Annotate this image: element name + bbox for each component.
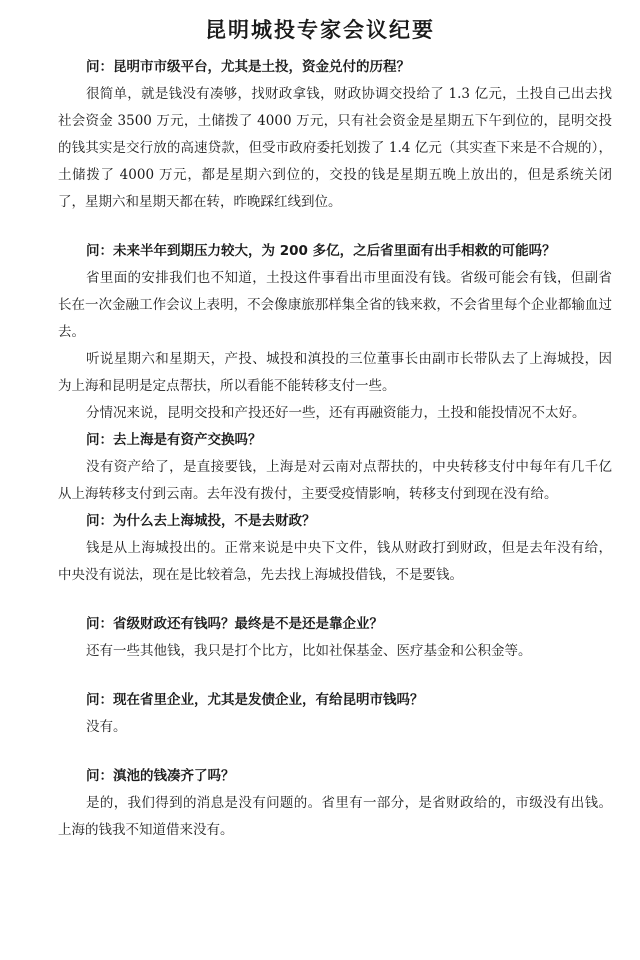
answer-4-paragraph-1: 钱是从上海城投出的。正常来说是中央下文件，钱从财政打到财政，但是去年没有给，中央没有说法，现在是比较着急，先去找上海城投借钱，不是要钱。 <box>58 540 612 583</box>
question-1: 问：昆明市市级平台，尤其是土投，资金兑付的历程？ <box>86 59 410 75</box>
qa-section-5 <box>58 611 612 665</box>
answer-6-paragraph-1: 没有。 <box>86 719 127 735</box>
answer-2-paragraph-3: 分情况来说，昆明交投和产投还好一些，还有再融资能力，土投和能投情况不太好。 <box>86 405 586 421</box>
question-4: 问：为什么去上海城投，不是去财政？ <box>86 513 316 529</box>
qa-section-2 <box>58 238 612 427</box>
qa-section-3 <box>58 427 612 508</box>
question-7: 问：滇池的钱凑齐了吗？ <box>86 768 235 784</box>
section-spacer <box>58 741 612 763</box>
document-title: 昆明城投专家会议纪要 <box>205 18 435 42</box>
answer-2-paragraph-2: 听说星期六和星期天，产投、城投和滇投的三位董事长由副市长带队去了上海城投，因为上海和昆明是定点帮扶，所以看能不能转移支付一些。 <box>58 351 612 394</box>
section-spacer <box>58 589 612 611</box>
question-6: 问：现在省里企业，尤其是发债企业，有给昆明市钱吗？ <box>86 692 424 708</box>
answer-2-paragraph-1: 省里面的安排我们也不知道，土投这件事看出市里面没有钱。省级可能会有钱，但副省长在一次金融工作会议上表明，不会像康旅那样集全省的钱来救，不会省里每个企业都输血过去。 <box>58 270 612 340</box>
section-spacer <box>58 216 612 238</box>
qa-section-1 <box>58 54 612 216</box>
answer-3-paragraph-1: 没有资产给了，是直接要钱，上海是对云南对点帮扶的，中央转移支付中每年有几千亿从上海转移支付到云南。去年没有拨付，主要受疫情影响，转移支付到现在没有给。 <box>58 459 612 502</box>
answer-1-paragraph-1: 很简单，就是钱没有凑够，找财政拿钱，财政协调交投给了 1.3 亿元，土投自己出去找社会资金 3500 万元，土储拨了 4000 万元，只有社会资金是星期五下午到位的，昆明交投的钱其实是交行放的高速贷款，但受市政府委托划拨了 1.4 亿元（其实查下来是不合规的），土储拨了 4000 万元，都是星期六到位的，交投的钱是星期五晚上放出的，但是系统关闭了，星期六和星期天都在转，昨晚踩红线到位。 <box>58 86 612 210</box>
qa-section-4 <box>58 508 612 589</box>
qa-section-7 <box>58 763 612 844</box>
question-5: 问：省级财政还有钱吗？最终是不是还是靠企业？ <box>86 616 383 632</box>
question-2: 问：未来半年到期压力较大，为 200 多亿，之后省里面有出手相救的可能吗？ <box>86 243 556 259</box>
qa-section-6 <box>58 687 612 741</box>
answer-5-paragraph-1: 还有一些其他钱，我只是打个比方，比如社保基金、医疗基金和公积金等。 <box>86 643 532 659</box>
question-3: 问：去上海是有资产交换吗？ <box>86 432 262 448</box>
answer-7-paragraph-1: 是的，我们得到的消息是没有问题的。省里有一部分，是省财政给的，市级没有出钱。上海的钱我不知道借来没有。 <box>58 795 612 838</box>
section-spacer <box>58 665 612 687</box>
